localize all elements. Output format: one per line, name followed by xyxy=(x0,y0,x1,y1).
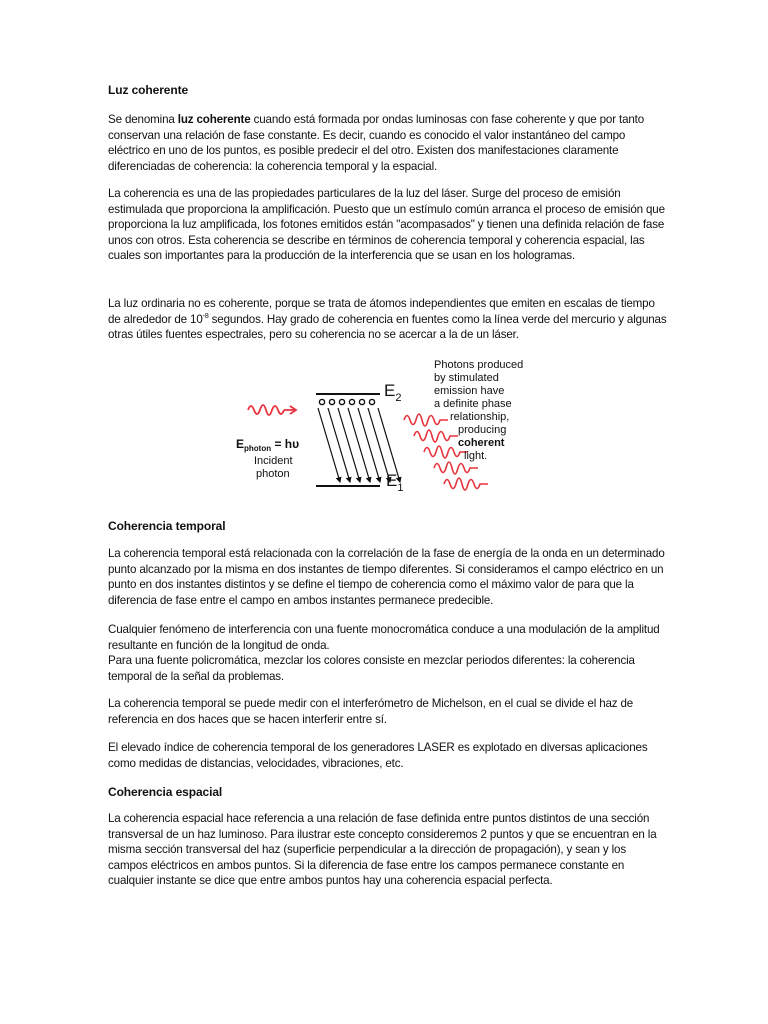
excited-atoms xyxy=(319,399,374,404)
paragraph-text-a: La luz ordinaria no es coherente, porque se trata de átomos independientes que emiten en escalas de tiempo de alrededor de 10 xyxy=(108,297,655,326)
paragraph-laser-coherence: La coherencia es una de las propiedades particulares de la luz del láser. Surge del proceso de emisión estimulada que proporciona la amplificación. Puesto que un estímulo común arranca el proceso de emisión que proporciona la luz amplificada, los fotones emitidos están "acompasados" y tienen una definida relación de fase unos con otros. Esta coherencia se describe en términos de coherencia temporal y coherencia espacial, las cuales son importantes para la producción de la interferencia que se usan en los hologramas. xyxy=(108,187,665,263)
bold-term-luz-coherente: luz coherente xyxy=(177,113,251,126)
caption-line-2: by stimulated xyxy=(434,372,499,384)
paragraph-text-b: segundos. Hay grado de coherencia en fuentes como la línea verde del mercurio y algunas otras útiles fuentes espectrales, pero su coherencia no se acercar a la de un láser. xyxy=(108,312,667,342)
caption-line-6: producing xyxy=(458,424,507,436)
paragraph-ordinary-light xyxy=(108,296,668,343)
incident-label-line1: Incident xyxy=(254,455,293,467)
stimulated-emission-figure xyxy=(236,358,564,506)
e2-label: $E_2$ xyxy=(384,381,402,404)
section-title-luz-coherente: Luz coherente xyxy=(108,83,189,97)
incident-arrowhead xyxy=(284,406,296,414)
e1-label: $E_1$ xyxy=(386,471,404,494)
incident-label-line2: photon xyxy=(256,468,290,480)
paragraph-laser-applications: El elevado índice de coherencia temporal de los generadores LASER es explotado en diversas aplicaciones como medidas de distancias, velocidades, vibraciones, etc. xyxy=(108,741,648,770)
photon-energy-label: $E_{photon} = h\upsilon$ xyxy=(236,437,300,453)
section-title-coherencia-espacial: Coherencia espacial xyxy=(108,785,223,799)
paragraph-polychromatic: Para una fuente policromática, mezclar los colores consiste en mezclar periodos diferentes: la coherencia temporal de la señal da problemas. xyxy=(108,654,635,683)
paragraph-interference xyxy=(108,622,668,684)
paragraph-michelson: La coherencia temporal se puede medir con el interferómetro de Michelson, en el cual se divide el haz de referencia en dos haces que se hacen interferir entre sí. xyxy=(108,697,634,726)
paragraph-temporal-definition: La coherencia temporal está relacionada con la correlación de la fase de energía de la onda en un determinado punto alcanzado por la misma en dos instantes de tiempo diferentes. Si consideramos el campo eléctrico en un punto en dos instantes distintos y se define el tiempo de coherencia como el máximo valor de para que la diferencia de fase entre el campo en ambos instantes permanece predecible. xyxy=(108,547,665,607)
paragraph-lead-text: Se denomina xyxy=(108,113,178,126)
paragraph-monochromatic: Cualquier fenómeno de interferencia con una fuente monocromática conduce a una modulación de la amplitud resultante en función de la longitud de onda. xyxy=(108,623,660,652)
caption-line-5: relationship, xyxy=(450,411,510,423)
section-title-coherencia-temporal: Coherencia temporal xyxy=(108,519,226,533)
exponent: -8 xyxy=(202,312,209,320)
paragraph-luz-definition xyxy=(108,112,668,174)
caption-line-3: emission have xyxy=(434,385,505,397)
caption-line-8: light. xyxy=(464,450,488,462)
incident-photon-wave xyxy=(248,405,284,415)
caption-line-4: a definite phase xyxy=(434,398,512,410)
caption-line-1: Photons produced xyxy=(434,359,524,371)
caption-line-7: coherent xyxy=(458,437,505,449)
paragraph-spatial-definition: La coherencia espacial hace referencia a una relación de fase definida entre puntos distintos de una sección transversal de un haz luminoso. Para ilustrar este concepto consideremos 2 puntos y que se encuentran en la misma sección transversal del haz (superficie perpendicular a la dirección de propagación), y sean y los campos eléctricos en ambos puntos. Si la diferencia de fase entre los campos permanece constante en cualquier instante se dice que entre ambos puntos hay una coherencia espacial perfecta. xyxy=(108,812,657,888)
paragraph-rest-text: cuando está formada por ondas luminosas con fase coherente y que por tanto conservan una relación de fase constante. Es decir, cuando es conocido el valor instantáneo del campo eléctrico en uno de los puntos, es posible predecir el del otro. Existen dos manifestaciones claramente diferenciadas de coherencia: la coherencia temporal y la espacial. xyxy=(108,113,645,173)
